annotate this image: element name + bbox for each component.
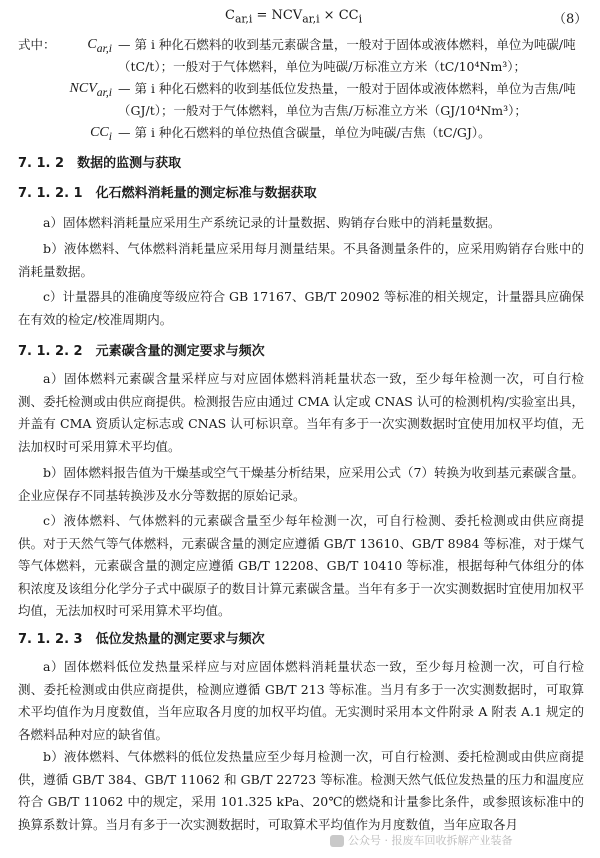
definition-text-cont: （GJ/t）；一般对于气体燃料，单位为吉焦/万标准立方米（GJ/10⁴Nm³）；	[118, 103, 527, 118]
formula-cc: × CC	[319, 8, 359, 23]
formula-sub-1: ar,i	[234, 12, 253, 26]
paragraph-7122-a: a）固体燃料元素碳含量采样应与对应固体燃料消耗量状态一致，至少每年检测一次，可自行检测、委托检测或由供应商提供。检测报告应由通过 CMA 认定或 CNAS 认可的检测机构/实验室出具，并盖有 CMA 资质认定标志或 CNAS 认可标识章。当年有多于一次实测数据时宜使用加权平均值，无法加权时可采用算术平均值。	[18, 371, 584, 454]
paragraph-7123-b: b）液体燃料、气体燃料的低位发热量应至少每月检测一次，可自行检测、委托检测或由供应商提供，遵循 GB/T 384、GB/T 11062 和 GB/T 22723 等标准。检测天然气低位发热量的压力和温度应符合 GB/T 11062 中的规定，采用 101.325 kPa、20℃的燃烧和计量参比条件，或参照该标准中的换算系数计算。当月有多于一次实测数据时，可取算术平均值作为月度数值，当年应取各月	[18, 749, 584, 832]
definition-text-cont: （tC/t）；一般对于气体燃料，单位为吨碳/万标准立方米（tC/10⁴Nm³）；	[118, 59, 527, 74]
symbol-text: NCV	[69, 81, 97, 96]
formula-line	[0, 6, 600, 28]
paragraph-7121-c: c）计量器具的准确度等级应符合 GB 17167、GB/T 20902 等标准的相关规定，计量器具应确保在有效的检定/校准周期内。	[18, 289, 584, 327]
definition-text: — 第 i 种化石燃料的单位热值含碳量，单位为吨碳/吉焦（tC/GJ）。	[118, 125, 491, 140]
definition-c	[18, 34, 588, 78]
symbol-sub: ar,i	[96, 85, 112, 99]
definition-symbol	[32, 122, 112, 148]
paragraph-7122-b: b）固体燃料报告值为干燥基或空气干燥基分析结果，应采用公式（7）转换为收到基元素碳含量。企业应保存不同基转换涉及水分等数据的原始记录。	[18, 465, 584, 503]
variable-definitions	[18, 34, 588, 144]
symbol-text: C	[87, 37, 97, 52]
symbol-sub: ar,i	[96, 41, 112, 55]
paragraph-7121-a: a）固体燃料消耗量应采用生产系统记录的计量数据、购销存台账中的消耗量数据。	[43, 215, 501, 230]
watermark	[330, 832, 513, 848]
wechat-icon	[330, 835, 344, 847]
definition-lead: 式中：	[18, 37, 56, 52]
formula-ncv: = NCV	[252, 8, 303, 23]
equation-number: （8）	[553, 12, 588, 27]
section-heading-7-1-2-1: 7. 1. 2. 1 化石燃料消耗量的测定标准与数据获取	[18, 186, 317, 201]
formula-8	[225, 8, 362, 26]
section-heading-7-1-2-2: 7. 1. 2. 2 元素碳含量的测定要求与频次	[18, 344, 265, 359]
definition-cc	[18, 122, 588, 144]
definition-ncv	[18, 78, 588, 122]
definition-text: — 第 i 种化石燃料的收到基元素碳含量，一般对于固体或液体燃料，单位为吨碳/吨	[118, 37, 576, 52]
definition-symbol	[32, 78, 112, 104]
paragraph-7122-c: c）液体燃料、气体燃料的元素碳含量至少每年检测一次，可自行检测、委托检测或由供应商提供。对于天然气等气体燃料，元素碳含量的测定应遵循 GB/T 13610、GB/T 8984 等标准，对于煤气等气体燃料，元素碳含量的测定应遵循 GB/T 12208、GB/T 10410 等标准，根据每种气体组分的体积浓度及该组分化学分子式中碳原子的数目计算元素碳含量。当年有多于一次实测数据时宜使用加权平均值，无法加权时可采用算术平均值。	[18, 513, 584, 618]
watermark-text: 公众号 · 报废车回收拆解产业装备	[348, 834, 513, 847]
formula-sub-2: ar,i	[302, 12, 320, 26]
paragraph-7121-b: b）液体燃料、气体燃料消耗量应采用每月测量结果。不具备测量条件的，应采用购销存台账中的消耗量数据。	[18, 241, 584, 279]
paragraph-7123-a: a）固体燃料低位发热量采样应与对应固体燃料消耗量状态一致，至少每月检测一次，可自行检测、委托检测或由供应商提供，检测应遵循 GB/T 213 等标准。当月有多于一次实测数据时，可取算术平均值作为月度数值，当年应取各月度的加权平均值。无实测时采用本文件附录 A 附表 A.1 规定的各燃料品种对应的缺省值。	[18, 659, 584, 742]
formula-sub-3: i	[358, 12, 363, 26]
section-heading-7-1-2: 7. 1. 2 数据的监测与获取	[18, 156, 182, 171]
section-heading-7-1-2-3: 7. 1. 2. 3 低位发热量的测定要求与频次	[18, 632, 265, 647]
definition-symbol	[32, 34, 112, 60]
definition-text: — 第 i 种化石燃料的收到基低位发热量，一般对于固体或液体燃料，单位为吉焦/吨	[118, 81, 576, 96]
symbol-sub: i	[108, 129, 112, 143]
symbol-text: CC	[90, 125, 109, 140]
formula-lhs: C	[225, 8, 235, 23]
